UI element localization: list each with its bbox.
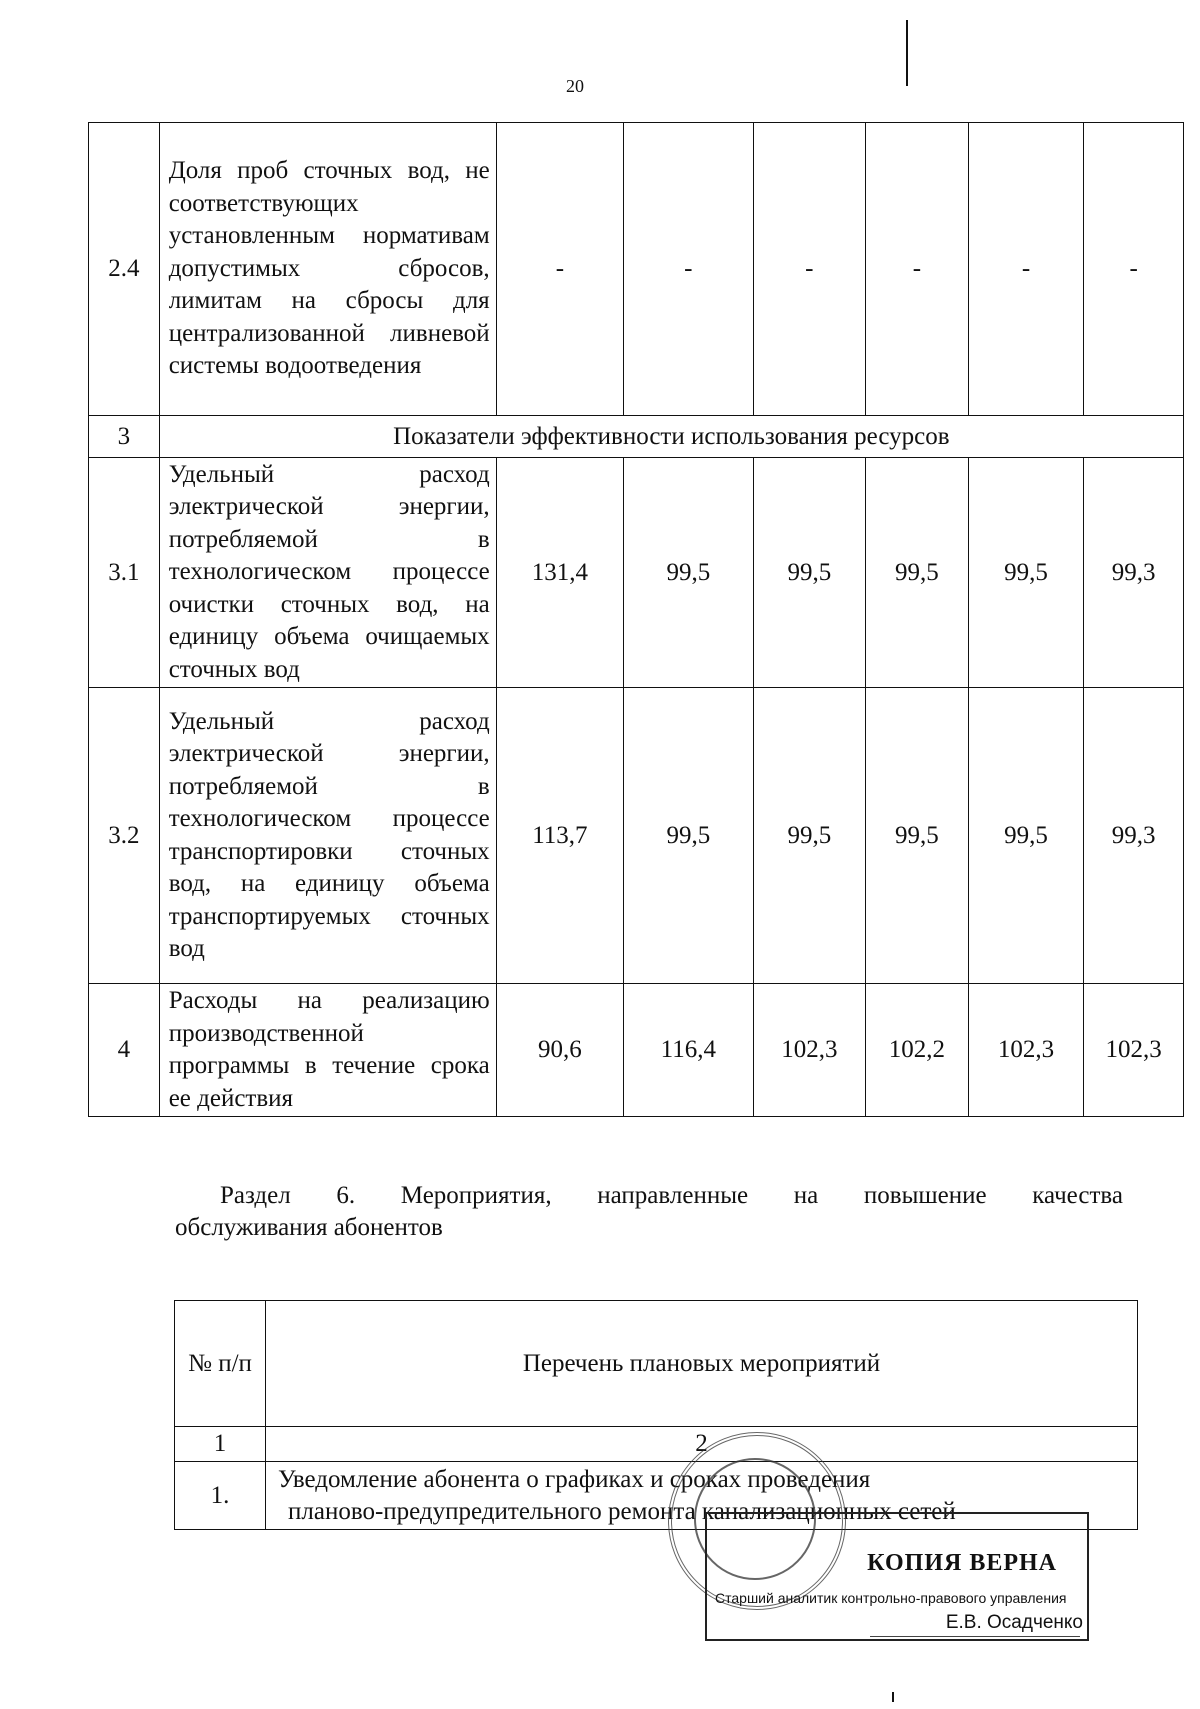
value-cell: 102,3 (968, 984, 1084, 1117)
header-list: Перечень плановых мероприятий (266, 1301, 1138, 1427)
measures-table (174, 1300, 1138, 1530)
value-cell: 102,3 (1084, 984, 1184, 1117)
row-number: 3.2 (89, 688, 160, 984)
signature-line (870, 1636, 1080, 1637)
value-cell: - (496, 123, 623, 416)
measure-text-line2: планово-предупредительного ремонта канализационных сетей (288, 1497, 956, 1525)
table-row (89, 416, 1184, 458)
certification-stamp (705, 1512, 1089, 1641)
margin-mark (892, 1692, 894, 1702)
table-header-row (175, 1301, 1138, 1427)
measure-text-line1: Уведомление абонента о графиках и сроках проведения (278, 1465, 871, 1493)
value-cell: 90,6 (496, 984, 623, 1117)
index-number: 1 (175, 1427, 266, 1462)
table-row (89, 688, 1184, 984)
value-cell: - (624, 123, 753, 416)
section-title-line2: обслуживания абонентов (175, 1214, 443, 1241)
table-row (89, 458, 1184, 688)
section-title (175, 1180, 1123, 1244)
table-row (89, 123, 1184, 416)
value-cell: 116,4 (624, 984, 753, 1117)
value-cell: 99,3 (1084, 688, 1184, 984)
value-cell: 99,5 (866, 458, 969, 688)
row-number: 3 (89, 416, 160, 458)
page-number: 20 (566, 76, 584, 96)
value-cell: 99,5 (968, 458, 1084, 688)
value-cell: 99,5 (753, 688, 866, 984)
indicators-table (88, 122, 1184, 1117)
value-cell: - (968, 123, 1084, 416)
value-cell: 99,5 (866, 688, 969, 984)
index-list: 2 (266, 1427, 1138, 1462)
header-number: № п/п (175, 1301, 266, 1427)
row-number: 1. (175, 1462, 266, 1530)
indicator-name: Удельный расход электрической энергии, потребляемой в технологическом процессе транспортировки сточных вод, на единицу объема транспортируемых сточных вод (159, 688, 496, 984)
section-title-line1: Раздел 6. Мероприятия, направленные на повышение качества (220, 1182, 1123, 1209)
indicator-name: Удельный расход электрической энергии, потребляемой в технологическом процессе очистки сточных вод, на единицу объема очищаемых сточных вод (159, 458, 496, 688)
value-cell: - (1084, 123, 1184, 416)
value-cell: - (753, 123, 866, 416)
value-cell: 99,5 (624, 688, 753, 984)
value-cell: 131,4 (496, 458, 623, 688)
indicator-name: Расходы на реализацию производственной программы в течение срока ее действия (159, 984, 496, 1117)
row-number: 3.1 (89, 458, 160, 688)
value-cell: 102,3 (753, 984, 866, 1117)
row-number: 2.4 (89, 123, 160, 416)
value-cell: 113,7 (496, 688, 623, 984)
certification-role: Старший аналитик контрольно-правового управления (715, 1590, 1067, 1606)
value-cell: 99,5 (968, 688, 1084, 984)
value-cell: 102,2 (866, 984, 969, 1117)
value-cell: 99,5 (753, 458, 866, 688)
value-cell: 99,3 (1084, 458, 1184, 688)
certification-title: КОПИЯ ВЕРНА (867, 1550, 1057, 1576)
section-heading: Показатели эффективности использования ресурсов (159, 416, 1183, 458)
row-number: 4 (89, 984, 160, 1117)
certification-name: Е.В. Осадченко (945, 1612, 1083, 1633)
value-cell: - (866, 123, 969, 416)
indicator-name: Доля проб сточных вод, не соответствующих установленным нормативам допустимых сбросов, лимитам на сбросы для централизованной ливневой системы водоотведения (159, 123, 496, 416)
table-row (89, 984, 1184, 1117)
table-index-row (175, 1427, 1138, 1462)
value-cell: 99,5 (624, 458, 753, 688)
